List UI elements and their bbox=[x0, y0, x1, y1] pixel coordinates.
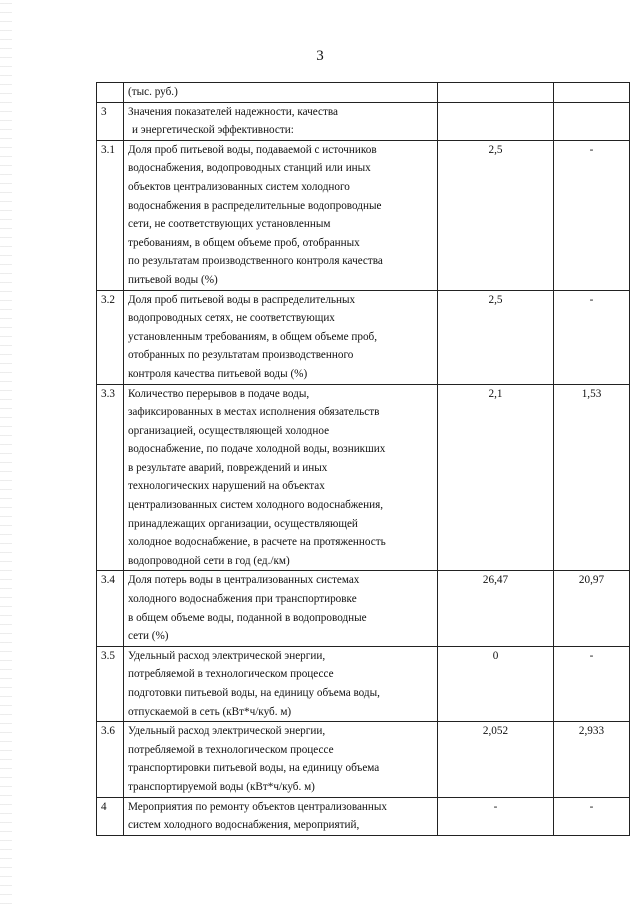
row-description bbox=[124, 102, 438, 140]
description-line: Доля потерь воды в централизованных системах bbox=[128, 574, 360, 587]
value-column-1: - bbox=[438, 797, 554, 835]
row-description bbox=[124, 83, 438, 103]
table-row bbox=[97, 722, 630, 797]
table-row bbox=[97, 102, 630, 140]
description-line: транспортируемой воды (кВт*ч/куб. м) bbox=[128, 780, 315, 793]
row-number: 3.2 bbox=[97, 290, 124, 384]
description-line: отпускаемой в сеть (кВт*ч/куб. м) bbox=[128, 705, 292, 718]
value-column-2: - bbox=[554, 797, 630, 835]
row-number: 3.3 bbox=[97, 384, 124, 571]
description-line: сети (%) bbox=[128, 630, 169, 643]
row-description bbox=[124, 722, 438, 797]
description-line: холодного водоснабжения при транспортировке bbox=[128, 593, 357, 606]
table-row bbox=[97, 646, 630, 721]
description-line: Доля проб питьевой воды в распределительных bbox=[128, 293, 356, 306]
indicators-table bbox=[96, 82, 630, 836]
value-column-2: - bbox=[554, 646, 630, 721]
description-line: подготовки питьевой воды, на единицу объема воды, bbox=[128, 687, 380, 699]
value-column-2: - bbox=[554, 290, 630, 384]
value-column-1: 2,1 bbox=[438, 384, 554, 571]
description-line: (тыс. руб.) bbox=[128, 86, 178, 98]
description-line: объектов централизованных систем холодного bbox=[128, 180, 350, 193]
row-description bbox=[124, 646, 438, 721]
value-column-1: 2,052 bbox=[438, 722, 554, 797]
description-line: отобранных по результатам производственного bbox=[128, 349, 354, 362]
description-line: контроля качества питьевой воды (%) bbox=[128, 367, 308, 380]
description-line: принадлежащих организации, осуществляющей bbox=[128, 517, 358, 530]
description-line: требованиям, в общем объеме проб, отобранных bbox=[128, 236, 360, 249]
page-number: 3 bbox=[316, 48, 324, 64]
description-line: зафиксированных в местах исполнения обязательств bbox=[128, 406, 380, 419]
description-line: водоснабжения в распределительные водопроводные bbox=[128, 199, 382, 212]
row-description bbox=[124, 290, 438, 384]
value-column-1: 0 bbox=[438, 646, 554, 721]
description-line: технологических нарушений на объектах bbox=[128, 480, 325, 493]
table-row bbox=[97, 571, 630, 646]
table-row bbox=[97, 83, 630, 103]
description-line: водоснабжение, по подаче холодной воды, возникших bbox=[128, 443, 386, 456]
description-line: в общем объеме воды, поданной в водопроводные bbox=[128, 611, 367, 624]
description-line: транспортировки питьевой воды, на единицу объема bbox=[128, 762, 380, 775]
value-column-2: - bbox=[554, 140, 630, 290]
value-column-1: 2,5 bbox=[438, 140, 554, 290]
row-number: 3.1 bbox=[97, 140, 124, 290]
description-line: потребляемой в технологическом процессе bbox=[128, 743, 334, 756]
table-row bbox=[97, 384, 630, 571]
row-description bbox=[124, 140, 438, 290]
value-column-1 bbox=[438, 102, 554, 140]
value-column-2 bbox=[554, 83, 630, 103]
table-row bbox=[97, 797, 630, 835]
description-line: водопроводных сетях, не соответствующих bbox=[128, 312, 335, 325]
value-column-2: 1,53 bbox=[554, 384, 630, 571]
description-line: централизованных систем холодного водоснабжения, bbox=[128, 499, 384, 512]
row-number bbox=[97, 83, 124, 103]
description-line: установленным требованиям, в общем объеме проб, bbox=[128, 330, 378, 343]
description-line: Количество перерывов в подаче воды, bbox=[128, 387, 310, 400]
value-column-1 bbox=[438, 83, 554, 103]
value-column-2: 20,97 bbox=[554, 571, 630, 646]
table-row bbox=[97, 290, 630, 384]
row-number: 3.4 bbox=[97, 571, 124, 646]
description-line: водоснабжения, водопроводных станций или иных bbox=[128, 162, 371, 175]
row-description bbox=[124, 384, 438, 571]
scan-edge bbox=[0, 0, 12, 905]
description-line: Удельный расход электрической энергии, bbox=[128, 725, 326, 738]
row-number: 3 bbox=[97, 102, 124, 140]
description-line: Удельный расход электрической энергии, bbox=[128, 649, 326, 662]
description-line: по результатам производственного контроля качества bbox=[128, 255, 383, 268]
description-line: в результате аварий, повреждений и иных bbox=[128, 461, 328, 474]
description-line: систем холодного водоснабжения, мероприятий, bbox=[128, 819, 360, 832]
description-line: потребляемой в технологическом процессе bbox=[128, 668, 334, 681]
row-number: 4 bbox=[97, 797, 124, 835]
table-row bbox=[97, 140, 630, 290]
value-column-1: 2,5 bbox=[438, 290, 554, 384]
value-column-1: 26,47 bbox=[438, 571, 554, 646]
description-line: питьевой воды (%) bbox=[128, 273, 218, 286]
row-description bbox=[124, 797, 438, 835]
row-description bbox=[124, 571, 438, 646]
description-line: холодное водоснабжение, в расчете на протяженность bbox=[128, 536, 386, 549]
description-line: сети, не соответствующих установленным bbox=[128, 218, 331, 231]
description-line: организацией, осуществляющей холодное bbox=[128, 424, 330, 437]
description-line: водопроводной сети в год (ед./км) bbox=[128, 554, 290, 567]
description-line: и энергетической эффективности: bbox=[132, 124, 294, 137]
value-column-2 bbox=[554, 102, 630, 140]
row-number: 3.6 bbox=[97, 722, 124, 797]
description-line: Значения показателей надежности, качества bbox=[128, 105, 338, 118]
row-number: 3.5 bbox=[97, 646, 124, 721]
value-column-2: 2,933 bbox=[554, 722, 630, 797]
description-line: Мероприятия по ремонту объектов централизованных bbox=[128, 800, 387, 813]
description-line: Доля проб питьевой воды, подаваемой с источников bbox=[128, 143, 377, 156]
